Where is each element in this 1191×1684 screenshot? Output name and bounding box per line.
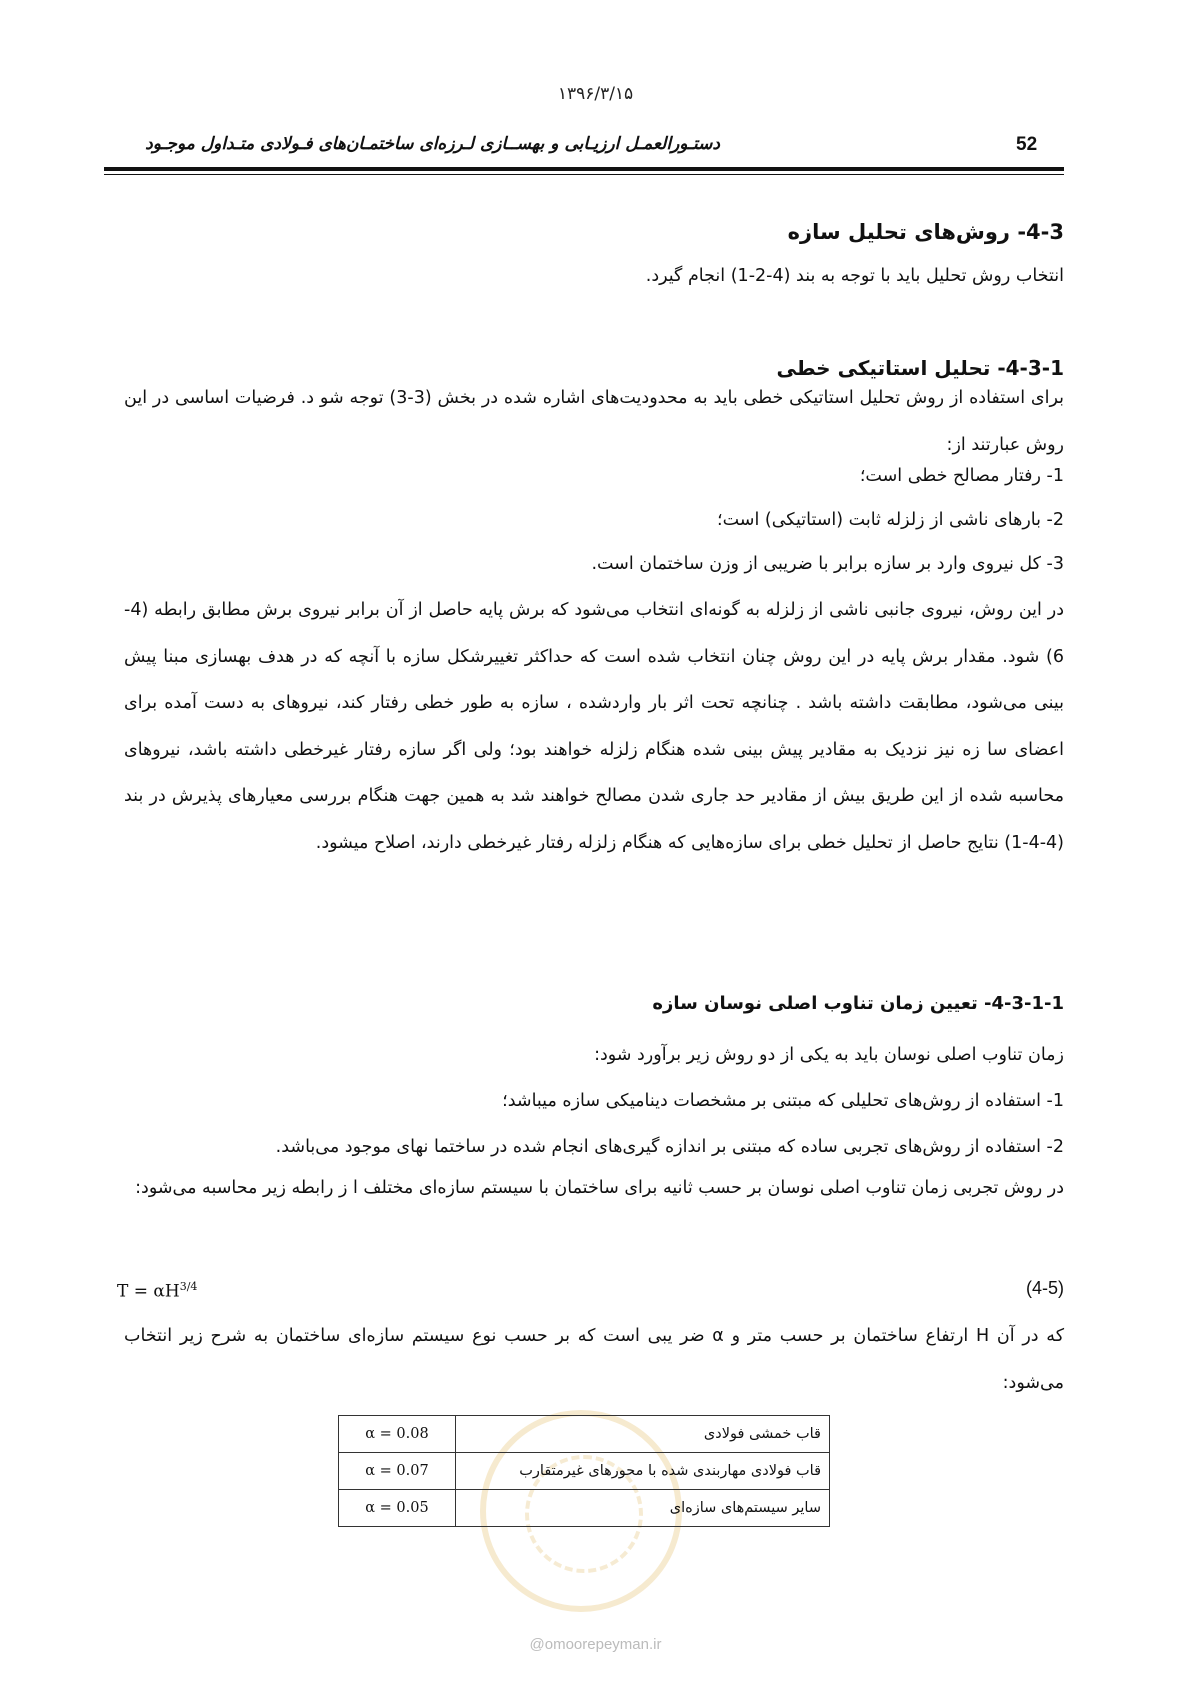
header-rule [104, 167, 1064, 171]
structural-system: سایر سیستم‌های سازه‌ای [456, 1490, 830, 1527]
table-row [339, 1490, 830, 1527]
period-method-1: 1- استفاده از روش‌های تحلیلی که مبتنی بر مشخصات دینامیکی سازه میباشد؛ [502, 1091, 1064, 1111]
period-method-2: 2- استفاده از روش‌های تجربی ساده که مبتنی بر اندازه گیری‌های انجام شده در ساختما نهای موجود می‌باشد. [275, 1137, 1064, 1157]
table-row [339, 1453, 830, 1490]
running-header-title: دستـورالعمـل ارزیـابی و بهســازی لـرزه‌ای ساختمـان‌های فـولادی متـداول موجـود [145, 134, 720, 154]
header-rule-thin [104, 174, 1064, 175]
equation-number: (4-5) [1025, 1278, 1064, 1298]
page-number: 52 [1016, 134, 1038, 155]
section-4-3-1-body: در این روش، نیروی جانبی ناشی از زلزله به گونه‌ای انتخاب می‌شود که برش پایه حاصل از آن برابر نیروی برش مطابق رابطه (4-6) شود. مقدار برش پایه در این روش چنان انتخاب شده است که حداکثر تغییرشکل سازه با آنچه که در هدف بهسازی مبنا پیش بینی می‌شود، مطابقت داشته باشد . چنانچه تحت اثر بار واردشده ، سازه به طور خطی رفتار کند، نیروهای به دست آمده برای اعضای سا زه نیز نزدیک به مقادیر پیش بینی شده هنگام زلزله خواهند بود؛ ولی اگر سازه رفتار غیرخطی داشته باشد، نیروهای محاسبه شده از این طریق بیش از مقادیر حد جاری شدن مصالح خواهند شد به همین جهت هنگام بررسی معیارهای پذیرش در بند (4-4-1) نتایج حاصل از تحلیل خطی برای سازه‌هایی که هنگام زلزله رفتار غیرخطی دارند، اصلاح میشود. [124, 600, 1064, 853]
section-4-3-1-intro: برای استفاده از روش تحلیل استاتیکی خطی باید به محدودیت‌های اشاره شده در بخش (3-3) توجه شو د. فرضیات اساسی در این روش عبارتند از: [124, 388, 1064, 455]
assumption-item-2: 2- بارهای ناشی از زلزله ثابت (استاتیکی) است؛ [717, 510, 1064, 530]
alpha-coefficient-table [338, 1415, 830, 1527]
section-heading-4-3-1-1: 4-3-1-1- تعیین زمان تناوب اصلی نوسان سازه [652, 993, 1064, 1014]
structural-system: قاب خمشی فولادی [456, 1416, 830, 1453]
period-formula: $T = \alpha H^{3/4}$ [117, 1280, 198, 1302]
period-intro: زمان تناوب اصلی نوسان باید به یکی از دو روش زیر برآورد شود: [594, 1045, 1064, 1065]
section-4-3-text: انتخاب روش تحلیل باید با توجه به بند (4-2-1) انجام گیرد. [645, 266, 1064, 286]
document-date: ۱۳۹۶/۳/۱۵ [557, 84, 634, 104]
formula-explanation: که در آن H ارتفاع ساختمان بر حسب متر و α ضر یبی است که بر حسب نوع سیستم سازه‌ای ساختمان به شرح زیر انتخاب می‌شود: [124, 1326, 1065, 1393]
table-row [339, 1416, 830, 1453]
assumption-item-3: 3- کل نیروی وارد بر سازه برابر با ضریبی از وزن ساختمان است. [591, 554, 1064, 574]
alpha-value: α = 0.08 [339, 1416, 456, 1453]
assumption-item-1: 1- رفتار مصالح خطی است؛ [859, 466, 1064, 486]
period-body: در روش تجربی زمان تناوب اصلی نوسان بر حسب ثانیه برای ساختمان با سیستم سازه‌ای مختلف ا ز رابطه زیر محاسبه می‌شود: [135, 1178, 1064, 1198]
site-watermark: @omoorepeyman.ir [529, 1636, 662, 1653]
section-heading-4-3-1: 4-3-1- تحلیل استاتیکی خطی [776, 356, 1064, 380]
structural-system: قاب فولادی مهاربندی شده با محورهای غیرمتقارب [456, 1453, 830, 1490]
alpha-value: α = 0.07 [339, 1453, 456, 1490]
alpha-value: α = 0.05 [339, 1490, 456, 1527]
section-heading-4-3: 4-3- روش‌های تحلیل سازه [787, 220, 1064, 244]
